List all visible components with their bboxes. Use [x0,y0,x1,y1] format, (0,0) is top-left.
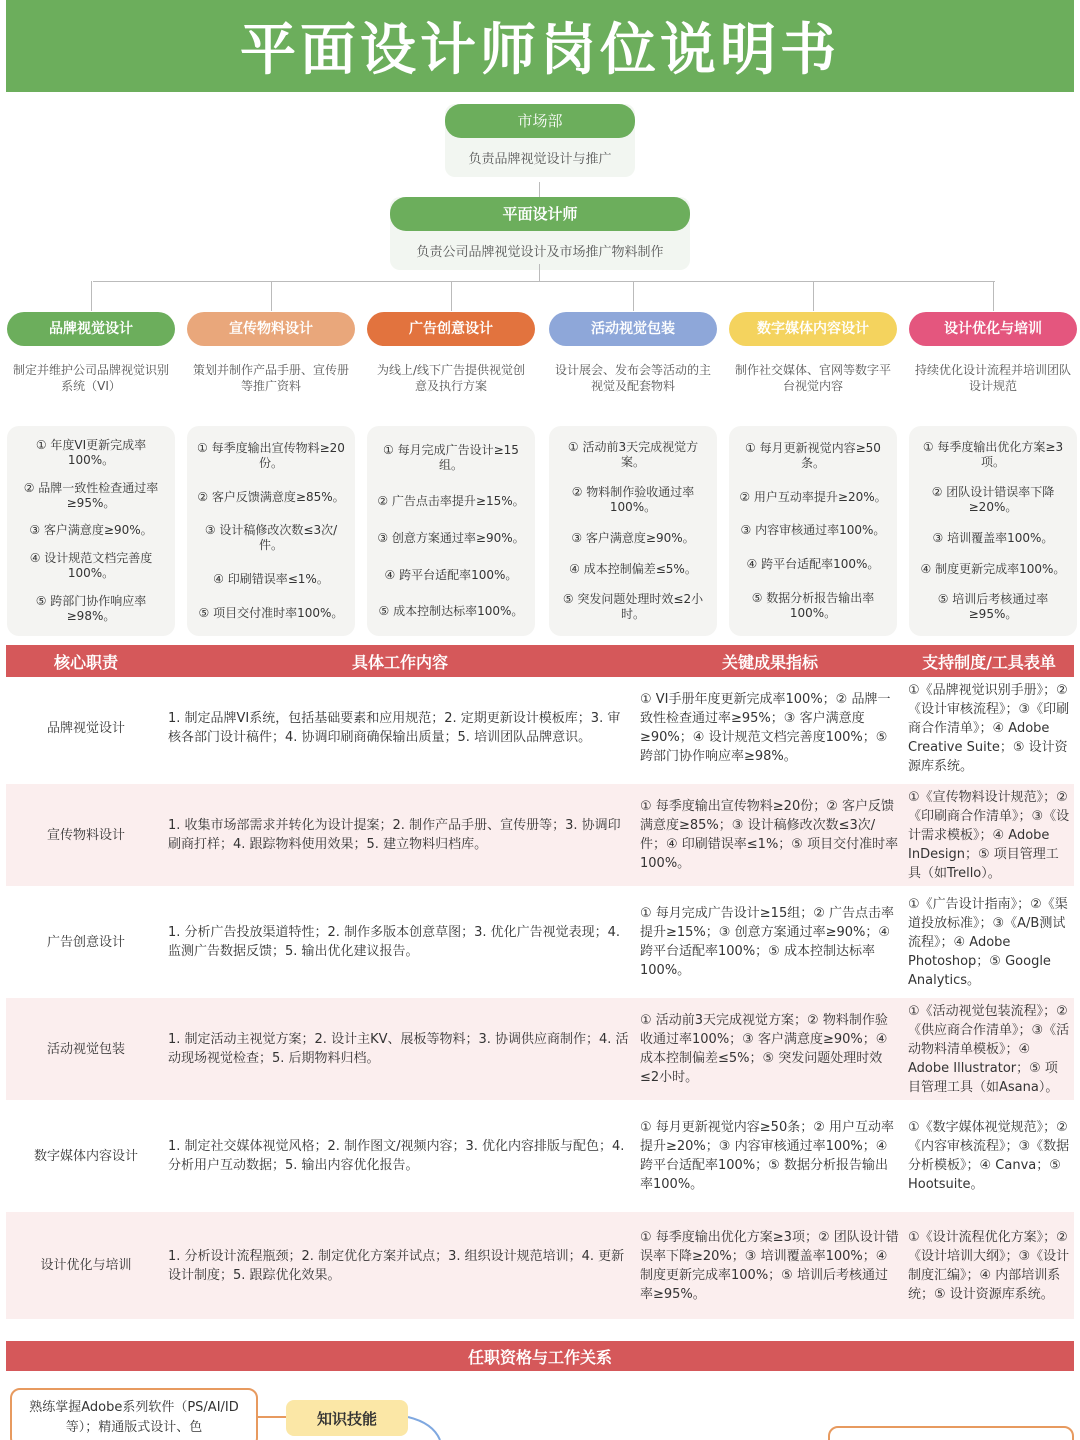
kpi-item: ② 用户互动率提升≥20%。 [739,489,887,504]
table-row [6,784,1074,891]
row-content: 1. 分析广告投放渠道特性；2. 制作多版本创意草图；3. 优化广告视觉表现；4. 监测广告数据反馈；5. 输出优化建议报告。 [168,925,621,959]
row-kpi: ① 每季度输出宣传物料≥20份；② 客户反馈满意度≥85%；③ 设计稿修改次数≤3次/件；④ 印刷错误率≤1%；⑤ 项目交付准时率100%。 [640,799,899,871]
row-duty: 数字媒体内容设计 [33,1148,138,1164]
kpi-item: ② 广告点击率提升≥15%。 [377,494,525,509]
org-branch-drop [633,281,634,311]
row-duty: 活动视觉包装 [46,1041,125,1057]
kpi-item: ③ 客户满意度≥90%。 [29,523,153,538]
org-position-node [390,197,690,270]
kpi-item: ⑤ 跨部门协作响应率≥98%。 [35,593,147,623]
row-tools: ①《数字媒体视觉规范》；②《内容审核流程》；③《数据分析模板》；④ Canva；⑤ Hootsuite。 [908,1120,1070,1192]
duty-column-kpis [729,426,897,636]
duty-column-kpis [367,426,535,636]
row-tools: ①《宣传物料设计规范》；②《印刷商合作清单》；③《设计需求模板》；④ Adobe InDesign；⑤ 项目管理工具（如Trello）。 [908,789,1070,881]
duty-column [7,312,175,636]
header-duty: 核心职责 [53,652,118,672]
kpi-item: ② 客户反馈满意度≥85%。 [197,489,345,504]
row-tools: ①《品牌视觉识别手册》；②《设计审核流程》；③《印刷商合作清单》；④ Adobe Creative Suite；⑤ 设计资源库系统。 [908,682,1070,774]
row-tools: ①《活动视觉包装流程》；②《供应商合作清单》；③《活动物料清单模板》；④ Adobe Illustrator；⑤ 项目管理工具（如Asana）。 [908,1003,1070,1095]
knowledge-tag: 知识技能 [286,1400,408,1436]
row-duty: 品牌视觉设计 [46,720,125,736]
row-duty: 广告创意设计 [46,934,125,950]
duty-column-title: 品牌视觉设计 [7,312,175,346]
qualification-box [828,1426,1074,1440]
duty-column-title: 数字媒体内容设计 [729,312,897,346]
duty-column [549,312,717,636]
duty-column-title: 活动视觉包装 [549,312,717,346]
kpi-item: ④ 设计规范文档完善度100%。 [29,551,153,581]
kpi-item: ③ 创意方案通过率≥90%。 [377,530,525,545]
kpi-item: ① 年度VI更新完成率100%。 [35,438,147,468]
duty-column-title: 设计优化与培训 [909,312,1077,346]
table-row [6,1105,1074,1212]
row-kpi: ① 每季度输出优化方案≥3项；② 团队设计错误率下降≥20%；③ 培训覆盖率100%；④ 制度更新完成率100%；⑤ 培训后考核通过率≥95%。 [640,1229,899,1302]
duty-column [909,312,1077,636]
org-department-node [445,104,635,177]
row-kpi: ① VI手册年度更新完成率100%；② 品牌一致性检查通过率≥95%；③ 客户满意度≥90%；④ 设计规范文档完善度100%；⑤ 跨部门协作响应率≥98%。 [640,692,891,764]
department-name: 市场部 [445,104,635,138]
duty-column-kpis [187,426,355,636]
table-header [6,645,1074,677]
duty-column [187,312,355,636]
kpi-item: ① 每月更新视觉内容≥50条。 [745,441,881,471]
duty-column-title: 宣传物料设计 [187,312,355,346]
row-content: 1. 收集市场部需求并转化为设计提案；2. 制作产品手册、宣传册等；3. 协调印刷商打样；4. 跟踪物料使用效果；5. 建立物料归档库。 [168,818,621,852]
row-content: 1. 分析设计流程瓶颈；2. 制定优化方案并试点；3. 组织设计规范培训；4. 更新设计制度；5. 跟踪优化效果。 [168,1248,625,1283]
kpi-item: ④ 印刷错误率≤1%。 [213,572,329,587]
duty-column [729,312,897,636]
table-row [6,1212,1074,1319]
kpi-item: ⑤ 突发问题处理时效≤2小时。 [562,592,704,622]
kpi-item: ⑤ 培训后考核通过率≥95%。 [937,592,1049,622]
duty-column-kpis [7,426,175,636]
kpi-item: ② 品牌一致性检查通过率≥95%。 [23,480,159,510]
duty-column-desc: 策划并制作产品手册、宣传册等推广资料 [193,363,350,393]
org-branch-drop [91,281,92,311]
duty-column-title: 广告创意设计 [367,312,535,346]
table-row [6,998,1074,1105]
kpi-item: ③ 培训覆盖率100%。 [932,530,1054,545]
duty-column-desc: 设计展会、发布会等活动的主视觉及配套物料 [555,363,712,393]
department-desc: 负责品牌视觉设计与推广 [468,152,612,167]
header-kpi: 关键成果指标 [721,652,818,672]
kpi-item: ② 团队设计错误率下降≥20%。 [931,485,1055,515]
kpi-item: ② 物料制作验收通过率100%。 [571,485,695,515]
duty-column-kpis [549,426,717,636]
position-desc: 负责公司品牌视觉设计及市场推广物料制作 [416,245,664,260]
duty-table [6,645,1074,1319]
kpi-item: ⑤ 成本控制达标率100%。 [378,604,524,619]
row-content: 1. 制定活动主视觉方案；2. 设计主KV、展板等物料；3. 协调供应商制作；4. 活动现场视觉检查；5. 后期物料归档。 [168,1032,629,1066]
row-tools: ①《设计流程优化方案》；②《设计培训大纲》；③《设计制度汇编》；④ 内部培训系统；⑤ 设计资源库系统。 [908,1229,1070,1302]
kpi-item: ④ 跨平台适配率100%。 [746,557,880,572]
header-tools: 支持制度/工具表单 [922,652,1056,672]
duty-column-desc: 持续优化设计流程并培训团队设计规范 [915,363,1072,393]
row-content: 1. 制定社交媒体视觉风格；2. 制作图文/视频内容；3. 优化内容排版与配色；4. 分析用户互动数据；5. 输出内容优化报告。 [168,1139,625,1173]
kpi-item: ① 活动前3天完成视觉方案。 [567,439,699,469]
org-branch-line [93,281,995,282]
table-row [6,677,1074,784]
row-kpi: ① 每月更新视觉内容≥50条；② 用户互动率提升≥20%；③ 内容审核通过率100%；④ 跨平台适配率100%；⑤ 数据分析报告输出率100%。 [640,1120,895,1192]
org-connector [539,264,540,281]
table-body [6,677,1074,1319]
org-branch-drop [993,281,994,311]
org-branch-drop [451,281,452,311]
kpi-item: ④ 成本控制偏差≤5%。 [569,561,697,576]
kpi-item: ⑤ 数据分析报告输出率100%。 [751,590,875,620]
row-duty: 设计优化与培训 [40,1258,132,1273]
org-branch-drop [813,281,814,311]
kpi-item: ① 每季度输出优化方案≥3项。 [922,439,1064,469]
row-content: 1. 制定品牌VI系统，包括基础要素和应用规范；2. 定期更新设计模板库；3. 审核各部门设计稿件；4. 协调印刷商确保输出质量；5. 培训团队品牌意识。 [168,711,621,745]
skill-box: 熟练掌握Adobe系列软件（PS/AI/ID等）；精通版式设计、色 [10,1388,258,1440]
org-connector [539,182,540,197]
title-bar [6,0,1074,92]
table-row [6,891,1074,998]
row-duty: 宣传物料设计 [46,827,125,843]
duty-column [367,312,535,636]
kpi-item: ③ 客户满意度≥90%。 [571,530,695,545]
row-kpi: ① 每月完成广告设计≥15组；② 广告点击率提升≥15%；③ 创意方案通过率≥90%；④ 跨平台适配率100%；⑤ 成本控制达标率100%。 [640,906,895,978]
section-title: 任职资格与工作关系 [6,1341,1074,1371]
kpi-item: ④ 制度更新完成率100%。 [920,561,1066,576]
kpi-item: ④ 跨平台适配率100%。 [384,567,518,582]
duty-column-kpis [909,426,1077,636]
position-name: 平面设计师 [390,197,690,231]
org-branch-drop [271,281,272,311]
duty-column-desc: 制作社交媒体、官网等数字平台视觉内容 [735,363,892,393]
kpi-item: ③ 设计稿修改次数≤3次/件。 [204,523,338,553]
page-title: 平面设计师岗位说明书 [240,18,840,83]
header-content: 具体工作内容 [351,652,448,672]
kpi-item: ③ 内容审核通过率100%。 [740,523,886,538]
duty-column-desc: 为线上/线下广告提供视觉创意及执行方案 [376,363,526,393]
kpi-item: ① 每季度输出宣传物料≥20份。 [197,441,345,471]
kpi-item: ⑤ 项目交付准时率100%。 [198,605,344,620]
duty-column-desc: 制定并维护公司品牌视觉识别系统（VI） [13,363,170,393]
row-tools: ①《广告设计指南》；②《渠道投放标准》；③《A/B测试流程》；④ Adobe Photoshop；⑤ Google Analytics。 [908,896,1068,988]
kpi-item: ① 每月完成广告设计≥15组。 [383,442,519,472]
row-kpi: ① 活动前3天完成视觉方案；② 物料制作验收通过率100%；③ 客户满意度≥90%；④ 成本控制偏差≤5%；⑤ 突发问题处理时效≤2小时。 [640,1013,888,1085]
